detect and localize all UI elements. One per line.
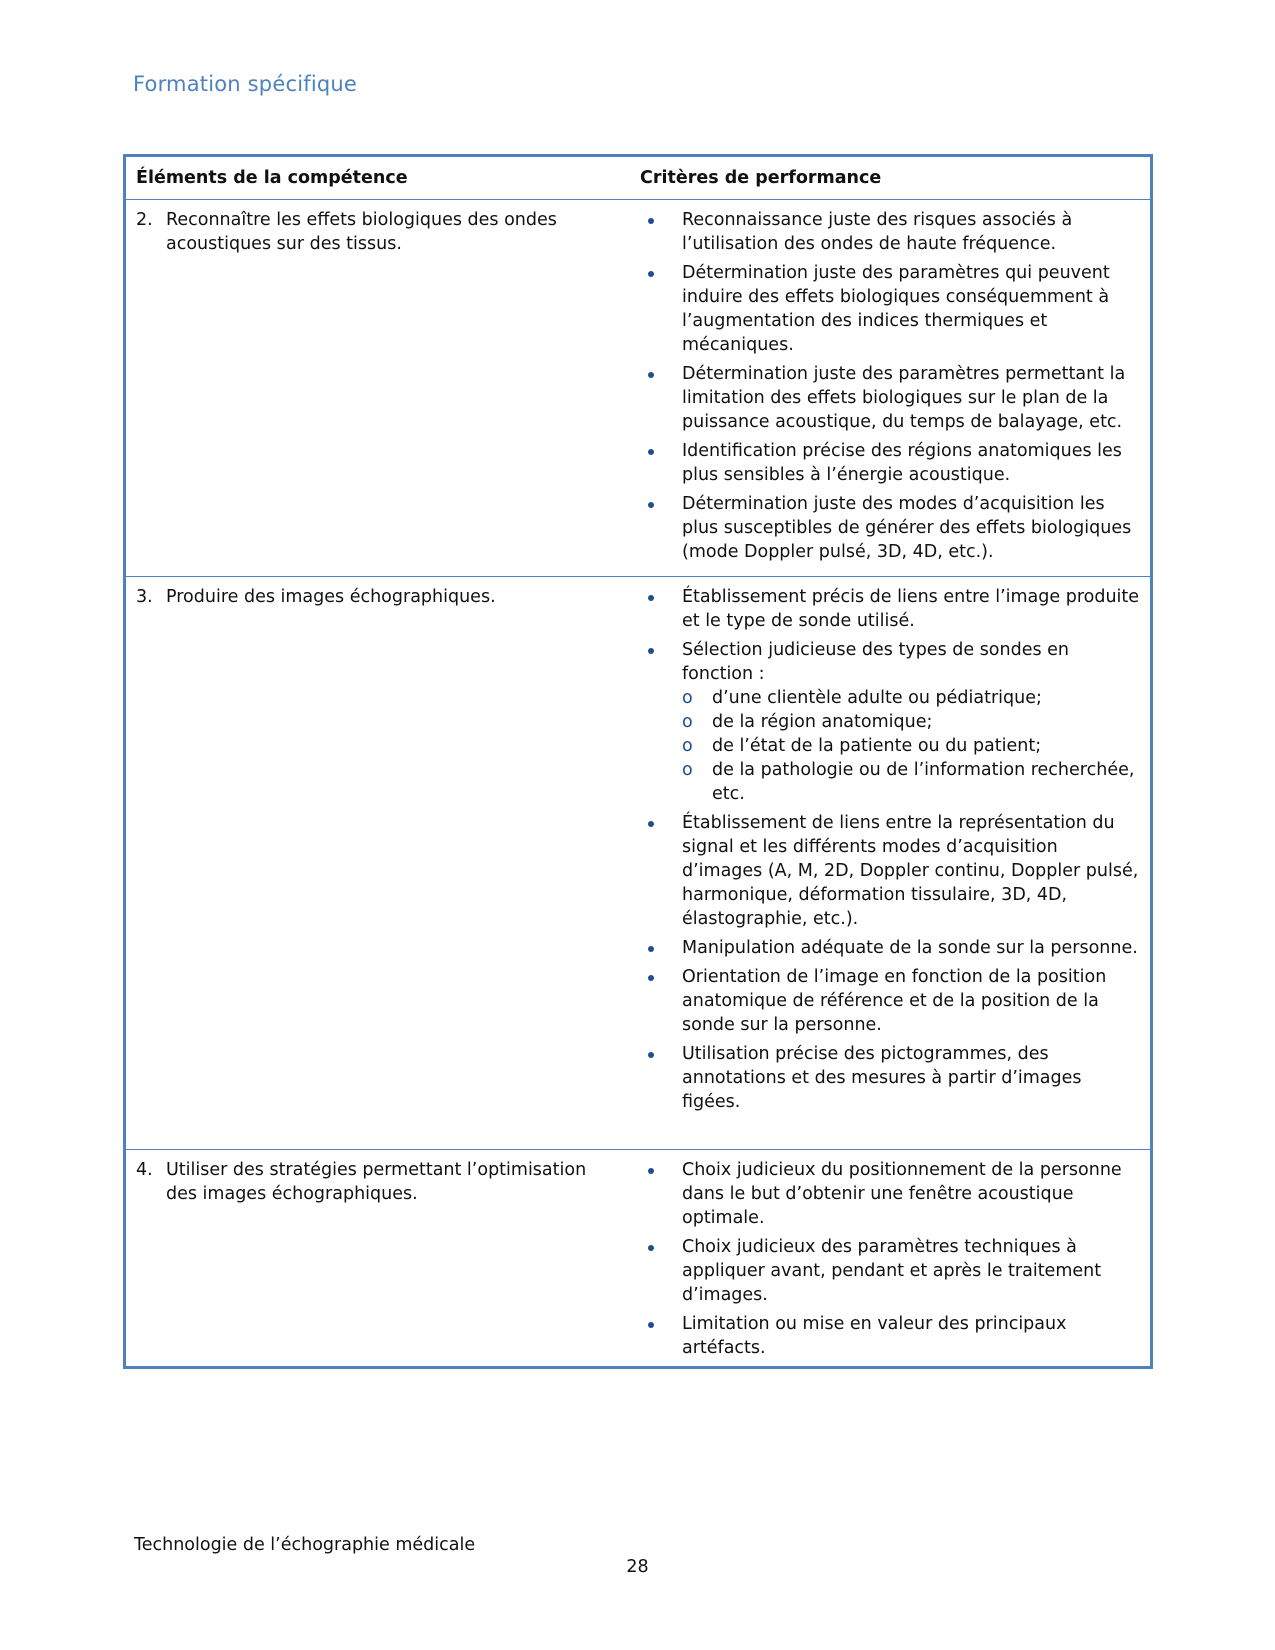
bullet-icon bbox=[626, 439, 682, 487]
criterion-item bbox=[626, 362, 1142, 434]
element-cell bbox=[125, 200, 627, 577]
table-row bbox=[125, 577, 1152, 1150]
criteria-cell bbox=[626, 1150, 1152, 1368]
criterion-text: Détermination juste des modes d’acquisition les plus susceptibles de générer des effets biologiques (mode Doppler pulsé, 3D, 4D, etc.). bbox=[682, 494, 1132, 562]
criterion-item bbox=[626, 811, 1142, 931]
element-text: Produire des images échographiques. bbox=[166, 587, 496, 607]
criterion-text: Utilisation précise des pictogrammes, des annotations et des mesures à partir d’images figées. bbox=[682, 1044, 1082, 1112]
criterion-text: Établissement de liens entre la représentation du signal et les différents modes d’acquisition d’images (A, M, 2D, Doppler continu, Doppler pulsé, harmonique, déformation tissulaire, 3D, 4D, élastographie, etc.). bbox=[682, 813, 1139, 929]
bullet-icon bbox=[626, 492, 682, 564]
criterion-text: Choix judicieux des paramètres techniques à appliquer avant, pendant et après le traitement d’images. bbox=[682, 1237, 1102, 1305]
sub-list bbox=[682, 686, 1142, 806]
criterion-item bbox=[626, 492, 1142, 564]
circle-bullet-icon: o bbox=[682, 688, 693, 708]
bullet-icon bbox=[626, 811, 682, 931]
criterion-text: Établissement précis de liens entre l’image produite et le type de sonde utilisé. bbox=[682, 587, 1140, 631]
bullet-icon bbox=[626, 1042, 682, 1114]
criterion-text: Reconnaissance juste des risques associés à l’utilisation des ondes de haute fréquence. bbox=[682, 210, 1073, 254]
criterion-item bbox=[626, 1235, 1142, 1307]
table-header-row bbox=[125, 156, 1152, 200]
competence-table bbox=[123, 154, 1153, 1369]
table-row bbox=[125, 1150, 1152, 1368]
criterion-item bbox=[626, 936, 1142, 960]
sub-item-text: de la région anatomique; bbox=[712, 712, 933, 732]
bullet-icon bbox=[626, 638, 682, 806]
bullet-icon bbox=[626, 208, 682, 256]
sub-item-text: d’une clientèle adulte ou pédiatrique; bbox=[712, 688, 1042, 708]
criterion-item bbox=[626, 1158, 1142, 1230]
bullet-icon bbox=[626, 1235, 682, 1307]
circle-bullet-icon: o bbox=[682, 736, 693, 756]
criterion-text: Manipulation adéquate de la sonde sur la personne. bbox=[682, 938, 1138, 958]
criterion-item bbox=[626, 261, 1142, 357]
element-text: Reconnaître les effets biologiques des ondes acoustiques sur des tissus. bbox=[166, 210, 557, 254]
sub-list-item bbox=[682, 710, 1142, 734]
sub-item-text: de l’état de la patiente ou du patient; bbox=[712, 736, 1042, 756]
criteria-cell bbox=[626, 200, 1152, 577]
element-number: 3. bbox=[136, 587, 153, 607]
footer-title: Technologie de l’échographie médicale bbox=[134, 1535, 476, 1555]
circle-bullet-icon: o bbox=[682, 712, 693, 732]
bullet-icon bbox=[626, 965, 682, 1037]
sub-list-item bbox=[682, 734, 1142, 758]
bullet-icon bbox=[626, 1312, 682, 1360]
criteria-list bbox=[626, 208, 1142, 564]
criterion-text: Détermination juste des paramètres permettant la limitation des effets biologiques sur le plan de la puissance acoustique, du temps de balayage, etc. bbox=[682, 364, 1126, 432]
element-number: 4. bbox=[136, 1160, 153, 1180]
element-cell bbox=[125, 1150, 627, 1368]
header-criteria: Critères de performance bbox=[626, 156, 1152, 200]
header-elements: Éléments de la compétence bbox=[125, 156, 627, 200]
element-number: 2. bbox=[136, 210, 153, 230]
page-number: 28 bbox=[626, 1557, 649, 1577]
sub-list-item bbox=[682, 758, 1142, 806]
criterion-text: Sélection judicieuse des types de sondes en fonction : bbox=[682, 640, 1070, 684]
element-cell bbox=[125, 577, 627, 1150]
criterion-text: Identification précise des régions anatomiques les plus sensibles à l’énergie acoustique. bbox=[682, 441, 1122, 485]
criterion-item bbox=[626, 208, 1142, 256]
circle-bullet-icon: o bbox=[682, 760, 693, 780]
criteria-cell bbox=[626, 577, 1152, 1150]
bullet-icon bbox=[626, 585, 682, 633]
criterion-text: Détermination juste des paramètres qui peuvent induire des effets biologiques conséquemment à l’augmentation des indices thermiques et mécaniques. bbox=[682, 263, 1110, 355]
sub-list-item bbox=[682, 686, 1142, 710]
criteria-list bbox=[626, 585, 1142, 1114]
table-row bbox=[125, 200, 1152, 577]
bullet-icon bbox=[626, 936, 682, 960]
sub-item-text: de la pathologie ou de l’information recherchée, etc. bbox=[712, 760, 1135, 804]
element-text: Utiliser des stratégies permettant l’optimisation des images échographiques. bbox=[166, 1160, 587, 1204]
criterion-item bbox=[626, 1042, 1142, 1114]
criterion-item bbox=[626, 638, 1142, 806]
criterion-text: Orientation de l’image en fonction de la position anatomique de référence et de la position de la sonde sur la personne. bbox=[682, 967, 1107, 1035]
bullet-icon bbox=[626, 362, 682, 434]
criterion-text: Choix judicieux du positionnement de la personne dans le but d’obtenir une fenêtre acoustique optimale. bbox=[682, 1160, 1122, 1228]
bullet-icon bbox=[626, 261, 682, 357]
criterion-item bbox=[626, 965, 1142, 1037]
criterion-item bbox=[626, 439, 1142, 487]
criteria-list bbox=[626, 1158, 1142, 1360]
criterion-item bbox=[626, 1312, 1142, 1360]
section-title: Formation spécifique bbox=[133, 72, 358, 96]
criterion-item bbox=[626, 585, 1142, 633]
bullet-icon bbox=[626, 1158, 682, 1230]
criterion-text: Limitation ou mise en valeur des principaux artéfacts. bbox=[682, 1314, 1067, 1358]
